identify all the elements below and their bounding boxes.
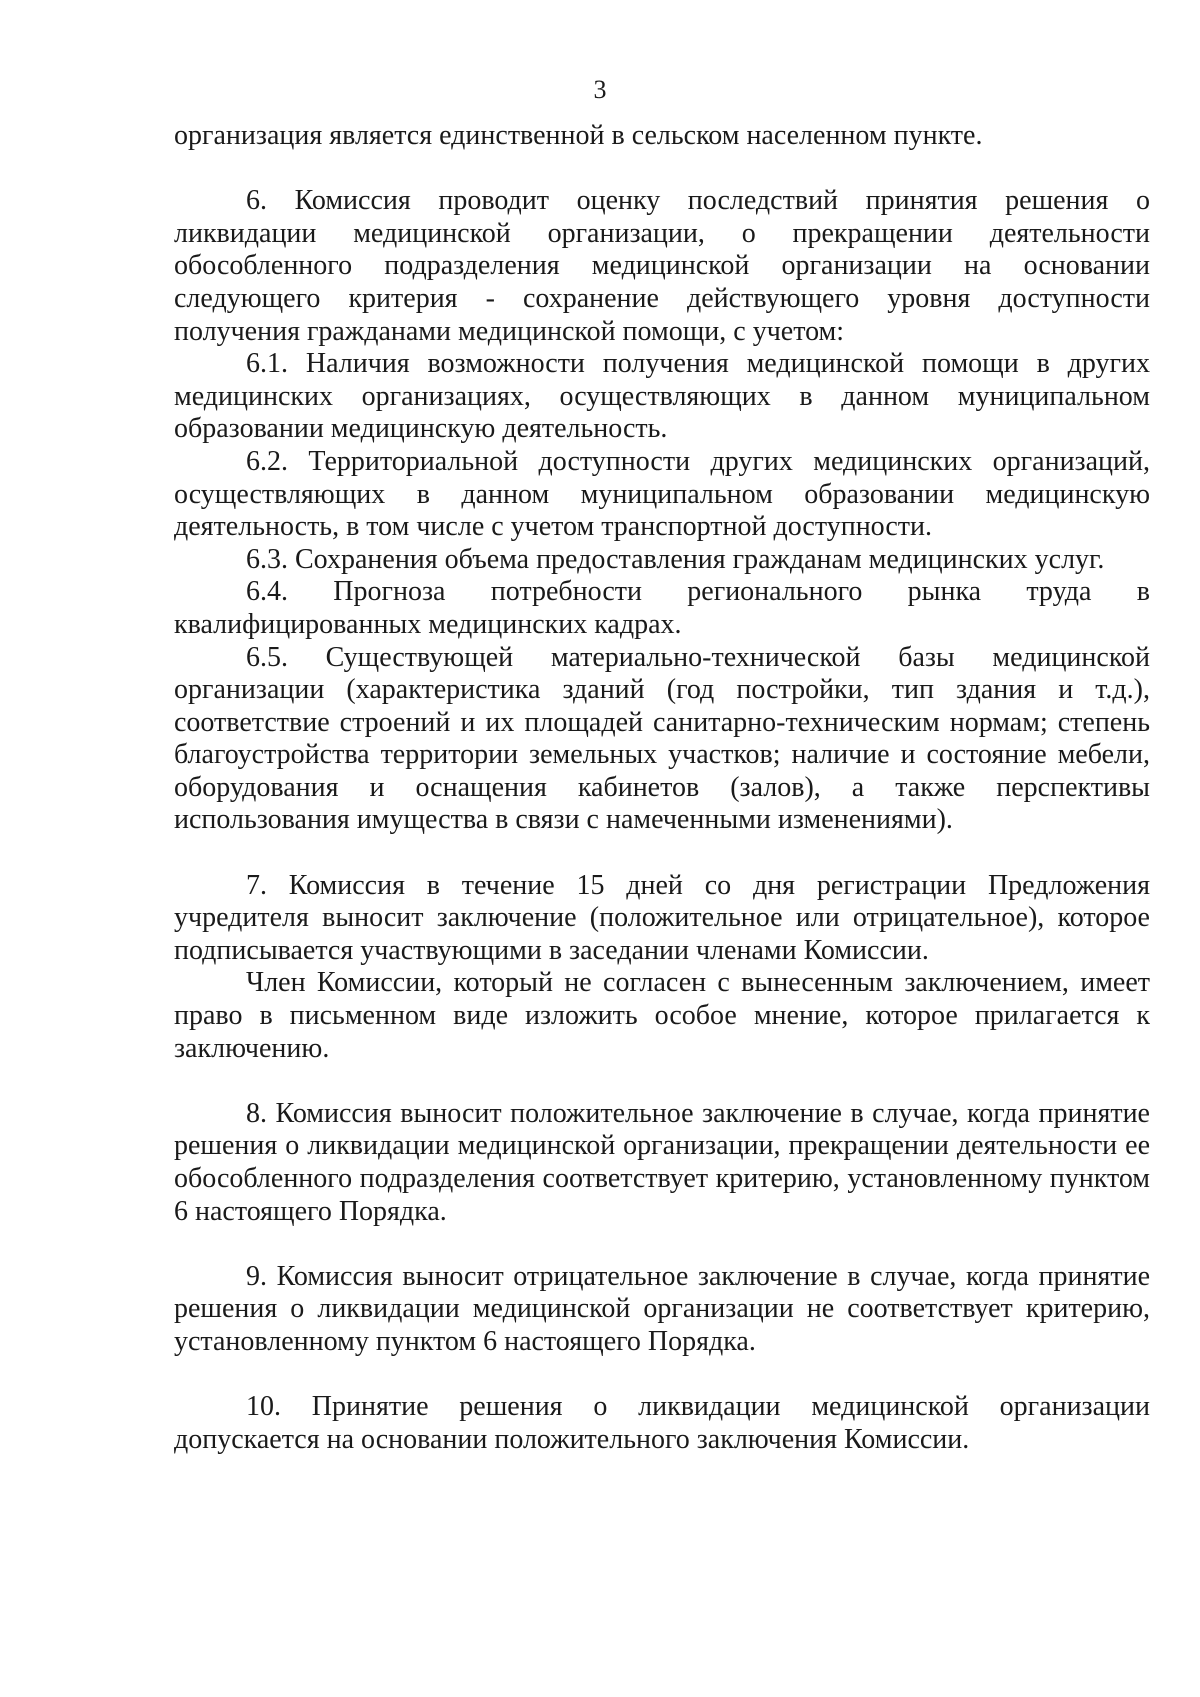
paragraph-item-6-3: 6.3. Сохранения объема предоставления гражданам медицинских услуг. (246, 543, 1105, 575)
paragraph-item-9: 9. Комиссия выносит отрицательное заключение в случае, когда принятие решения о ликвидации медицинской организации не соответствует критерию, установленному пунктом 6 настоящего Порядка. (174, 1260, 1150, 1357)
paragraph-item-6-1: 6.1. Наличия возможности получения медицинской помощи в других медицинских организациях, осуществляющих в данном муниципальном образовании медицинскую деятельность. (174, 348, 1150, 445)
paragraph-item-6-4: 6.4. Прогноза потребности регионального рынка труда в квалифицированных медицинских кадрах. (174, 576, 1150, 640)
paragraph-continuation: организация является единственной в сельском населенном пункте. (174, 120, 983, 151)
document-body (174, 120, 1150, 1456)
paragraph-item-7: 7. Комиссия в течение 15 дней со дня регистрации Предложения учредителя выносит заключение (положительное или отрицательное), которое подписывается участвующими в заседании членами Комиссии. (174, 869, 1150, 966)
paragraph-item-10: 10. Принятие решения о ликвидации медицинской организации допускается на основании положительного заключения Комиссии. (174, 1391, 1150, 1455)
page-number: 3 (593, 75, 607, 104)
paragraph-item-6-2: 6.2. Территориальной доступности других медицинских организаций, осуществляющих в данном муниципальном образовании медицинскую деятельность, в том числе с учетом транспортной доступности. (174, 445, 1150, 543)
paragraph-item-6-5: 6.5. Существующей материально-технической базы медицинской организации (характеристика зданий (год постройки, тип здания и т.д.), соответствие строений и их площадей санитарно-техническим нормам; степень благоустройства территории земельных участков; наличие и состояние мебели, оборудования и оснащения кабинетов (залов), а также перспективы использования имущества в связи с намеченными изменениями). (174, 641, 1150, 836)
paragraph-item-7-dissent: Член Комиссии, который не согласен с вынесенным заключением, имеет право в письменном виде изложить особое мнение, которое прилагается к заключению. (174, 967, 1150, 1064)
paragraph-item-8: 8. Комиссия выносит положительное заключение в случае, когда принятие решения о ликвидации медицинской организации, прекращении деятельности ее обособленного подразделения соответствует критерию, установленному пунктом 6 настоящего Порядка. (174, 1097, 1150, 1227)
paragraph-item-6: 6. Комиссия проводит оценку последствий принятия решения о ликвидации медицинской организации, о прекращении деятельности обособленного подразделения медицинской организации на основании следующего критерия - сохранение действующего уровня доступности получения гражданами медицинской помощи, с учетом: (174, 185, 1150, 347)
